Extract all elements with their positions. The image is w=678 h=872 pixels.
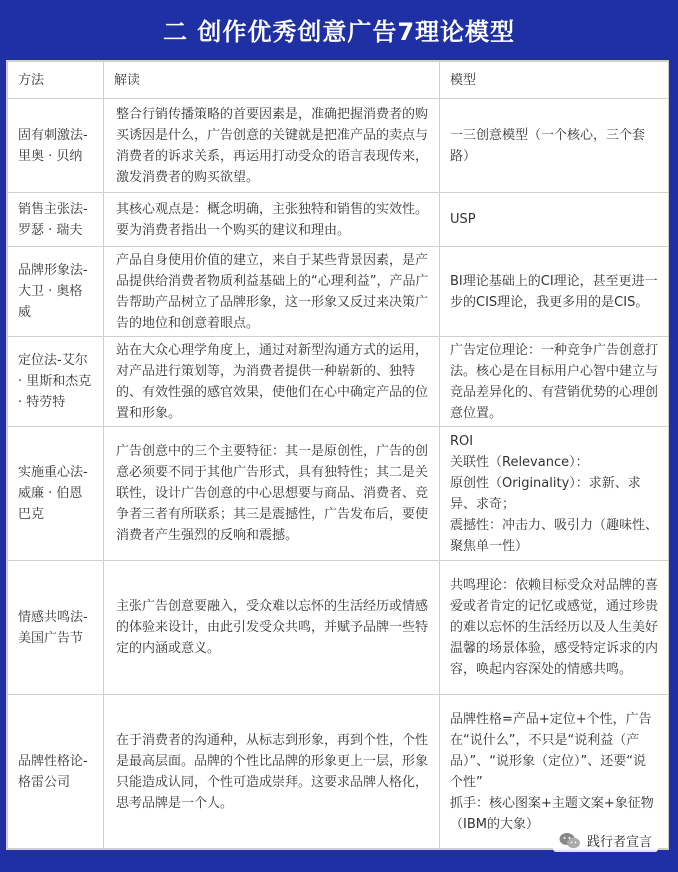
- wechat-icon: [559, 832, 581, 850]
- model-line: 震撼性：冲击力、吸引力（趣味性、聚焦单一性）: [450, 517, 659, 554]
- header-model: 模型: [440, 62, 669, 99]
- model-line: BI理论基础上的CI理论，甚至更进一步的CIS理论，我更多用的是CIS。: [450, 273, 658, 310]
- table-row: [8, 337, 669, 427]
- table-header-row: [8, 62, 669, 99]
- reading-cell: 主张广告创意要融入，受众难以忘怀的生活经历或情感的体验来设计，由此引发受众共鸣，并赋予品牌一些特定的内涵或意义。: [104, 561, 440, 695]
- reading-cell: 广告创意中的三个主要特征：其一是原创性，广告的创意必须要不同于其他广告形式，具有独特性；其二是关联性，设计广告创意的中心思想要与商品、消费者、竞争者三者有所联系；其三是震撼性，广告发布后，要使消费者产生强烈的反响和震撼。: [104, 427, 440, 561]
- model-cell: [440, 695, 669, 849]
- model-cell: [440, 193, 669, 247]
- model-line: 共鸣理论：依赖目标受众对品牌的喜爱或者肯定的记忆或感觉，通过珍贵的难以忘怀的生活经历以及人生美好温馨的场景体验，感受特定诉求的内容，唤起内容深处的情感共鸣。: [450, 578, 659, 677]
- table-row: [8, 247, 669, 337]
- table-row: [8, 561, 669, 695]
- reading-cell: 整合行销传播策略的首要因素是，准确把握消费者的购买诱因是什么，广告创意的关键就是把准产品的卖点与消费者的诉求关系，再运用打动受众的语言表现传来，激发消费者的购买欲望。: [104, 99, 440, 193]
- table-row: [8, 193, 669, 247]
- method-cell: 品牌形象法-大卫 · 奥格威: [8, 247, 104, 337]
- method-cell: 情感共鸣法-美国广告节: [8, 561, 104, 695]
- model-line: 关联性（Relevance）：: [450, 454, 589, 470]
- method-cell: 销售主张法-罗瑟 · 瑞夫: [8, 193, 104, 247]
- model-cell: [440, 427, 669, 561]
- model-cell: [440, 337, 669, 427]
- model-line: ROI: [450, 433, 474, 449]
- table-row: [8, 427, 669, 561]
- method-cell: 定位法-艾尔 · 里斯和杰克 · 特劳特: [8, 337, 104, 427]
- model-line: 品牌性格=产品+定位+个性，广告在“说什么”，不只是“说利益（产品）”、“说形象（定位）”、还要“说个性”: [450, 711, 652, 790]
- table-row: [8, 695, 669, 849]
- header-reading: 解读: [104, 62, 440, 99]
- theory-table: [6, 60, 669, 850]
- reading-cell: 其核心观点是：概念明确，主张独特和销售的实效性。要为消费者指出一个购买的建议和理由。: [104, 193, 440, 247]
- table-row: [8, 99, 669, 193]
- reading-cell: 在于消费者的沟通种，从标志到形象，再到个性，个性是最高层面。品牌的个性比品牌的形象更上一层，形象只能造成认同，个性可造成崇拜。这要求品牌人格化，思考品牌是一个人。: [104, 695, 440, 849]
- method-cell: 实施重心法-威廉 · 伯恩巴克: [8, 427, 104, 561]
- model-line: 抓手：核心图案+主题文案+象征物（IBM的大象）: [450, 795, 654, 832]
- model-cell: [440, 99, 669, 193]
- model-cell: [440, 561, 669, 695]
- method-cell: 固有刺激法-里奥 · 贝纳: [8, 99, 104, 193]
- model-line: USP: [450, 212, 476, 227]
- page-title: 二 创作优秀创意广告7理论模型: [162, 17, 516, 46]
- model-line: 一三创意模型（一个核心，三个套路）: [450, 127, 646, 164]
- reading-cell: 产品自身使用价值的建立，来自于某些背景因素，是产品提供给消费者物质利益基础上的“心理利益”，产品广告帮助产品树立了品牌形象，这一形象又反过来决策广告的地位和创意着眼点。: [104, 247, 440, 337]
- model-line: 原创性（Originality）：求新、求异、求奇；: [450, 475, 641, 512]
- header-method: 方法: [8, 62, 104, 99]
- watermark: [553, 829, 658, 852]
- model-line: 广告定位理论：一种竞争广告创意打法。核心是在目标用户心智中建立与竞品差异化的、有营销优势的心理创意位置。: [450, 342, 659, 421]
- model-cell: [440, 247, 669, 337]
- reading-cell: 站在大众心理学角度上，通过对新型沟通方式的运用，对产品进行策划等，为消费者提供一种崭新的、独特的、有效性强的感官效果，使他们在心中确定产品的位置和形象。: [104, 337, 440, 427]
- method-cell: 品牌性格论-格雷公司: [8, 695, 104, 849]
- watermark-text: 践行者宣言: [586, 835, 652, 850]
